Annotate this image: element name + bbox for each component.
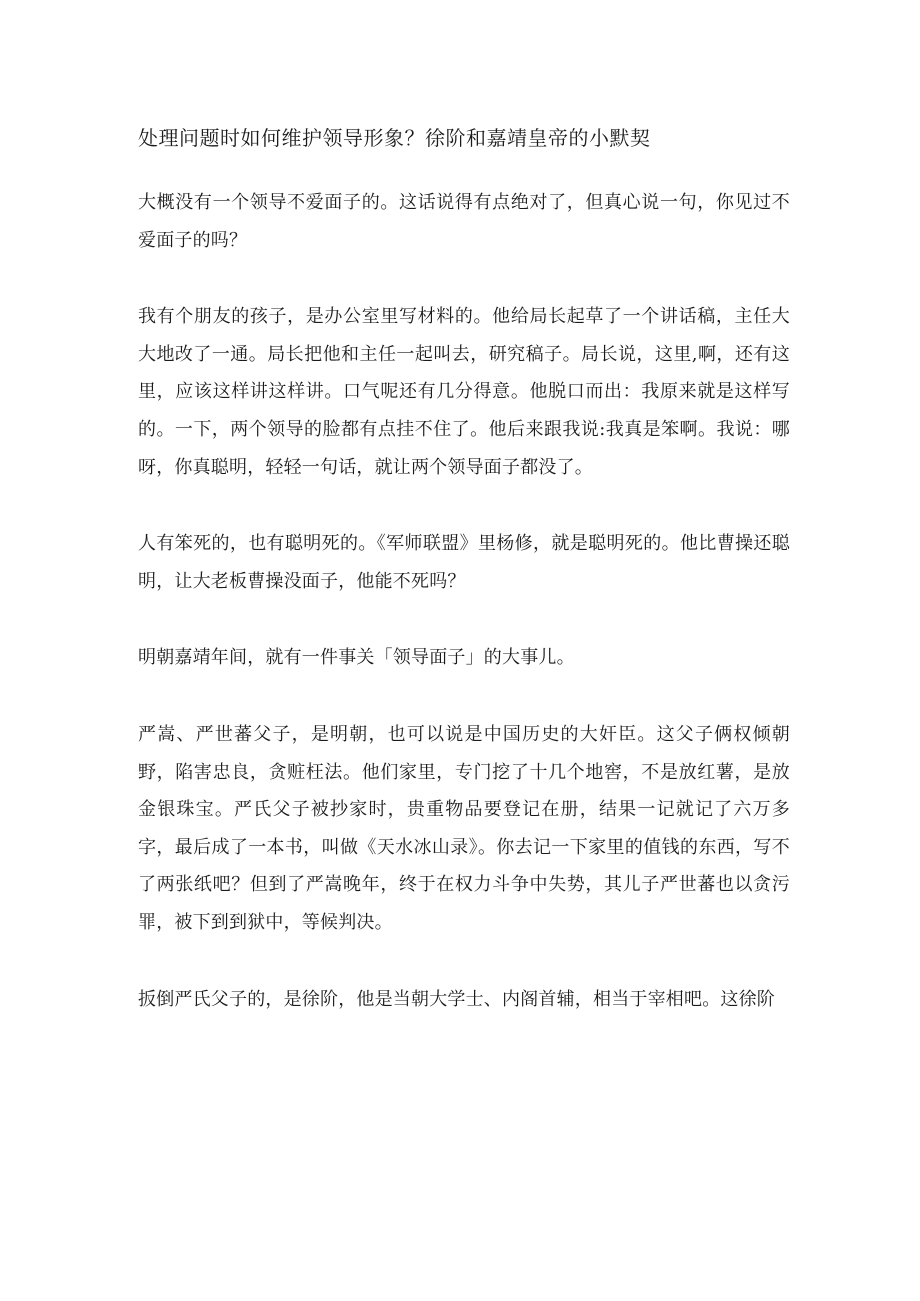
paragraph-4: 明朝嘉靖年间，就有一件事关「领导面子」的大事儿。 [138, 647, 575, 669]
document-body [138, 118, 790, 1057]
paragraph-3: 人有笨死的，也有聪明死的。《军师联盟》里杨修，就是聪明死的。他比曹操还聪明，让大老板曹操没面子，他能不死吗？ [138, 533, 790, 592]
paragraph-5: 严嵩、严世蕃父子，是明朝，也可以说是中国历史的大奸臣。这父子俩权倾朝野，陷害忠良，贪赃枉法。他们家里，专门挖了十几个地窖，不是放红薯，是放金银珠宝。严氏父子被抄家时，贵重物品要登记在册，结果一记就记了六万多字，最后成了一本书，叫做《天水冰山录》。你去记一下家里的值钱的东西，写不了两张纸吧？但到了严嵩晚年，终于在权力斗争中失势，其儿子严世蕃也以贪污罪，被下到到狱中，等候判决。 [138, 723, 790, 933]
paragraph-6: 扳倒严氏父子的，是徐阶，他是当朝大学士、内阁首辅，相当于宰相吧。这徐阶 [138, 988, 775, 1010]
paragraph-1: 大概没有一个领导不爱面子的。这话说得有点绝对了，但真心说一句，你见过不爱面子的吗？ [138, 192, 790, 251]
document-title: 处理问题时如何维护领导形象？徐阶和嘉靖皇帝的小默契 [138, 126, 651, 150]
paragraph-2: 我有个朋友的孩子，是办公室里写材料的。他给局长起草了一个讲话稿，主任大大地改了一通。局长把他和主任一起叫去，研究稿子。局长说，这里,啊，还有这里，应该这样讲这样讲。口气呢还有几分得意。他脱口而出：我原来就是这样写的。一下，两个领导的脸都有点挂不住了。他后来跟我说:我真是笨啊。我说：哪呀，你真聪明，轻轻一句话，就让两个领导面子都没了。 [138, 306, 790, 478]
